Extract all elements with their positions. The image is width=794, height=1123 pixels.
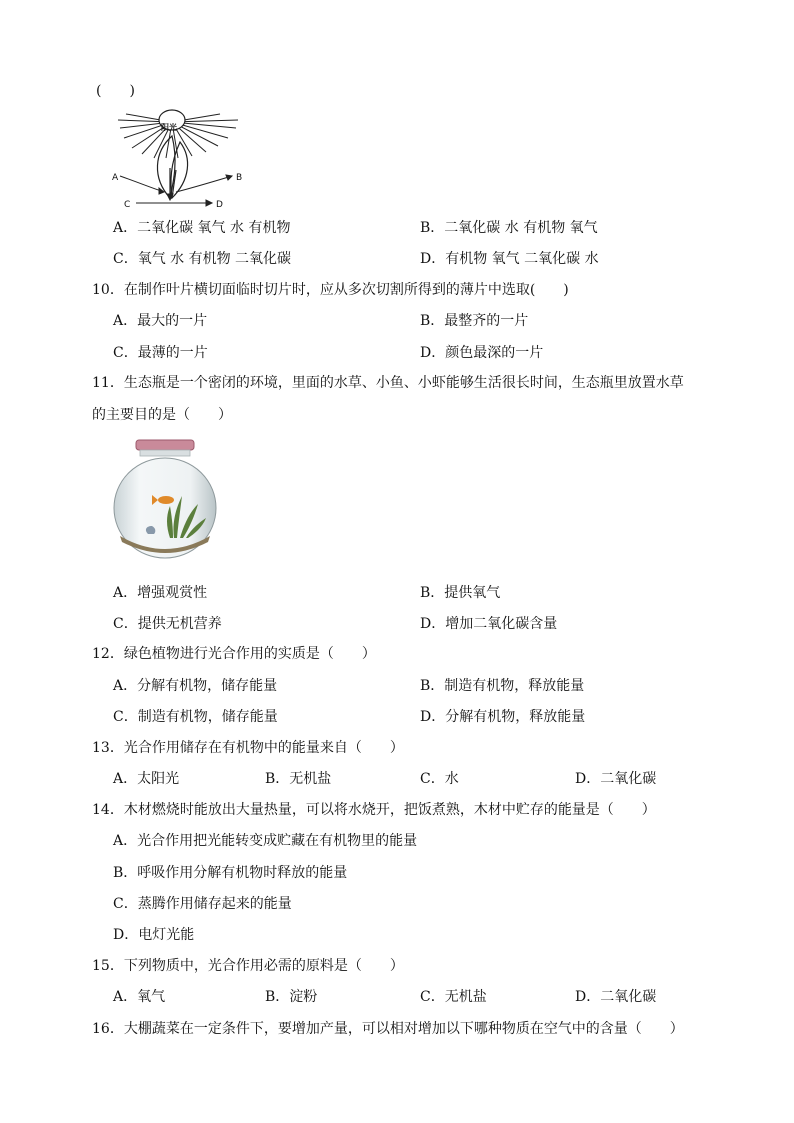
q14-stem: 14．木材燃烧时能放出大量热量，可以将水烧开，把饭煮熟，木材中贮存的能量是（ ） xyxy=(92,802,656,818)
q15-option-d: D．二氧化碳 xyxy=(575,989,657,1005)
q12-option-c: C．制造有机物，储存能量 xyxy=(113,709,278,725)
q14-option-a: A．光合作用把光能转变成贮藏在有机物里的能量 xyxy=(113,833,418,849)
label-a: A xyxy=(112,173,119,183)
q15-option-b: B．淀粉 xyxy=(265,989,318,1005)
q16-stem: 16．大棚蔬菜在一定条件下，要增加产量，可以相对增加以下哪种物质在空气中的含量（ ） xyxy=(92,1021,684,1037)
q13-option-d: D．二氧化碳 xyxy=(575,771,657,787)
q15-option-c: C．无机盐 xyxy=(420,989,487,1005)
label-d: D xyxy=(216,200,223,210)
q13-option-a: A．太阳光 xyxy=(113,771,180,787)
q13-option-c: C．水 xyxy=(420,771,459,787)
q11-ecobottle-image xyxy=(110,438,220,562)
q11-stem-line2: 的主要目的是（ ） xyxy=(92,407,232,423)
q9-option-a: A．二氧化碳 氧气 水 有机物 xyxy=(113,220,291,236)
q11-option-a: A．增强观赏性 xyxy=(113,585,208,601)
q14-option-b: B．呼吸作用分解有机物时释放的能量 xyxy=(113,865,348,881)
bottle-lid xyxy=(136,440,194,450)
q11-option-b: B．提供氧气 xyxy=(420,585,501,601)
q10-stem: 10．在制作叶片横切面临时切片时，应从多次切割所得到的薄片中选取( ) xyxy=(92,282,569,298)
sun-label: 阳光 xyxy=(161,123,177,132)
bottle-neck xyxy=(140,450,190,456)
q12-option-d: D．分解有机物，释放能量 xyxy=(420,709,586,725)
label-c: C xyxy=(124,200,131,210)
q9-option-b: B．二氧化碳 水 有机物 氧气 xyxy=(420,220,598,236)
q11-option-c: C．提供无机营养 xyxy=(113,616,222,632)
plant-leaves xyxy=(157,136,187,198)
q9-option-d: D．有机物 氧气 二氧化碳 水 xyxy=(420,251,599,267)
q9-answer-paren: ( ) xyxy=(96,83,135,99)
q12-stem: 12．绿色植物进行光合作用的实质是（ ） xyxy=(92,646,376,662)
q15-option-a: A．氧气 xyxy=(113,989,166,1005)
q12-option-b: B．制造有机物，释放能量 xyxy=(420,678,585,694)
q10-option-d: D．颜色最深的一片 xyxy=(420,345,544,361)
q10-option-b: B．最整齐的一片 xyxy=(420,313,529,329)
q11-stem-line1: 11．生态瓶是一个密闭的环境，里面的水草、小鱼、小虾能够生活很长时间，生态瓶里放置水草 xyxy=(92,375,684,391)
label-b: B xyxy=(236,173,243,183)
q14-option-c: C．蒸腾作用储存起来的能量 xyxy=(113,896,292,912)
q10-option-a: A．最大的一片 xyxy=(113,313,208,329)
q12-option-a: A．分解有机物，储存能量 xyxy=(113,678,278,694)
q13-option-b: B．无机盐 xyxy=(265,771,332,787)
q11-option-d: D．增加二氧化碳含量 xyxy=(420,616,558,632)
q9-photosynthesis-figure xyxy=(112,108,247,210)
q9-option-c: C．氧气 水 有机物 二氧化碳 xyxy=(113,251,292,267)
q14-option-d: D．电灯光能 xyxy=(113,927,195,943)
q15-stem: 15．下列物质中，光合作用必需的原料是（ ） xyxy=(92,958,404,974)
q10-option-c: C．最薄的一片 xyxy=(113,345,208,361)
q13-stem: 13．光合作用储存在有机物中的能量来自（ ） xyxy=(92,740,404,756)
